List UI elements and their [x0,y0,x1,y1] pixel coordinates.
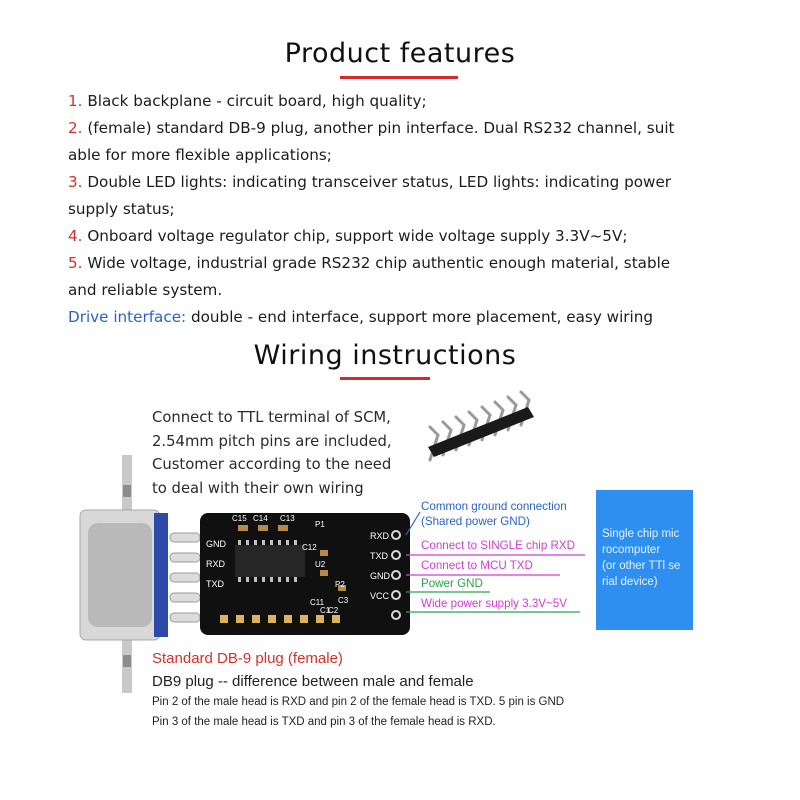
board-pin-left: TXD [206,579,224,589]
diff-line-1: Pin 2 of the male head is RXD and pin 2 of the female head is TXD. 5 pin is GND [152,696,565,708]
board-pin-right: VCC [370,591,390,601]
callout-txd: Connect to MCU TXD [421,559,533,572]
board-pin-right: GND [370,571,390,581]
callout-power-gnd: Power GND [421,577,483,590]
product-features-title: Product features [284,38,516,69]
wiring-instructions-underline [340,377,430,380]
callout-common-gnd: Common ground connection [421,500,567,513]
board-pin-right: TXD [370,551,388,561]
board-label: C2 [328,606,339,615]
board-label: C13 [280,514,295,523]
callout-rxd: Connect to SINGLE chip RXD [421,539,576,552]
wiring-note: Connect to TTL terminal of SCM, 2.54mm pitch pins are included, Customer according to the need to deal with their own wiring [152,409,392,497]
board-pin-left: RXD [206,559,226,569]
feature-line: 4. Onboard voltage regulator chip, support wide voltage supply 3.3V~5V; [68,227,628,245]
callout-shared-gnd: (Shared power GND) [421,515,530,528]
feature-line: 2. (female) standard DB-9 plug, another pin interface. Dual RS232 channel, suit [68,119,675,137]
board-label: C11 [310,598,325,607]
feature-line: able for more flexible applications; [68,146,332,164]
drive-interface-line: Drive interface: double - end interface, support more placement, easy wiring [68,308,654,326]
diff-line-2: Pin 3 of the male head is TXD and pin 3 of the female head is RXD. [152,716,496,728]
board-label: C14 [253,514,268,523]
feature-line: and reliable system. [68,281,223,299]
board-label: C15 [232,514,247,523]
product-features-underline [340,76,458,79]
board-pin-right: RXD [370,531,390,541]
board-label: C12 [302,543,317,552]
board-label: P2 [335,580,345,589]
board-pin-left: GND [206,539,226,549]
wiring-instructions-title: Wiring instructions [253,340,517,371]
board-label: P1 [315,520,325,529]
board-label: C3 [338,596,349,605]
plug-label: Standard DB-9 plug (female) [152,650,343,667]
callout-vcc: Wide power supply 3.3V~5V [421,597,567,610]
feature-line: 3. Double LED lights: indicating transceiver status, LED lights: indicating power [68,173,672,191]
feature-line: supply status; [68,200,175,218]
feature-line: 1. Black backplane - circuit board, high quality; [68,92,427,110]
mcu-box: Single chip mic rocomputer (or other TTl se rial device) [596,490,693,630]
pin-header-image [410,385,550,475]
diff-title: DB9 plug -- difference between male and female [152,673,474,690]
board-label: C1 [320,606,331,615]
feature-line: 5. Wide voltage, industrial grade RS232 chip authentic enough material, stable [68,254,671,272]
board-label: U2 [315,560,326,569]
